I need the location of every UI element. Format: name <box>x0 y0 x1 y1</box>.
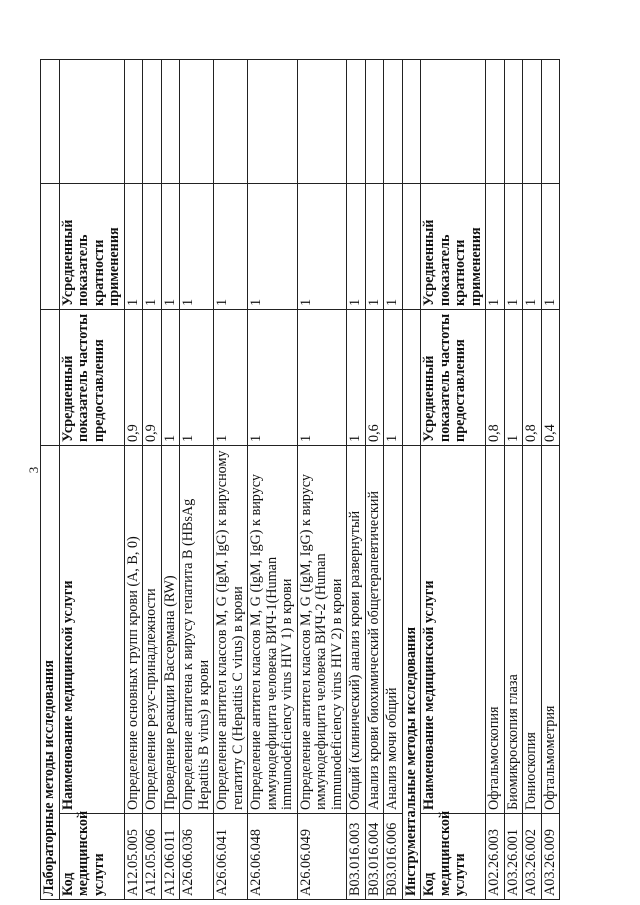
cell-code: B03.016.004 <box>365 814 384 900</box>
cell-multiplicity: 1 <box>143 183 162 309</box>
cell-name: Гониоскопия <box>523 445 542 813</box>
header-multiplicity: Усредненный показатель кратности применения <box>59 183 124 309</box>
cell-frequency: 1 <box>297 309 347 445</box>
cell-frequency: 0,8 <box>523 309 542 445</box>
cell-multiplicity: 1 <box>504 183 523 309</box>
cell-code: B03.016.006 <box>384 814 403 900</box>
cell-name: Определение антигена к вирусу гепатита В (HBsAg Hepatitis В virus) в крови <box>180 445 214 813</box>
cell-multiplicity: 1 <box>180 183 214 309</box>
table-row <box>214 59 248 899</box>
table-row <box>365 59 384 899</box>
cell-code: A26.06.049 <box>297 814 347 900</box>
table-row <box>248 59 298 899</box>
table-row <box>486 59 505 899</box>
cell-frequency: 1 <box>161 309 180 445</box>
cell-code: A26.06.048 <box>248 814 298 900</box>
cell-code: A26.06.041 <box>214 814 248 900</box>
header-code: Код медицинской услуги <box>59 814 124 900</box>
cell-name: Анализ мочи общий <box>384 445 403 813</box>
table-row <box>504 59 523 899</box>
cell-multiplicity: 1 <box>523 183 542 309</box>
cell-frequency: 0,9 <box>143 309 162 445</box>
cell-multiplicity: 1 <box>365 183 384 309</box>
header-multiplicity: Усредненный показатель кратности применения <box>421 183 486 309</box>
cell-name: Определение антител классов M, G (IgM, IgG) к вирусу иммунодефицита человека ВИЧ-1(Human immunodeficiency virus HIV 1) в крови <box>248 445 298 813</box>
cell-code: A03.26.001 <box>504 814 523 900</box>
cell-code: A12.06.011 <box>161 814 180 900</box>
cell-multiplicity: 1 <box>541 183 560 309</box>
services-table <box>40 59 560 900</box>
cell-frequency: 0,8 <box>486 309 505 445</box>
cell-code: A03.26.002 <box>523 814 542 900</box>
cell-name: Общий (клинический) анализ крови развернутый <box>347 445 366 813</box>
cell-frequency: 1 <box>248 309 298 445</box>
cell-multiplicity: 1 <box>161 183 180 309</box>
table-row <box>297 59 347 899</box>
cell-name: Офтальмоскопия <box>486 445 505 813</box>
section-row-lab <box>41 59 60 899</box>
cell-multiplicity: 1 <box>297 183 347 309</box>
cell-code: A26.06.036 <box>180 814 214 900</box>
header-row-instr <box>421 59 486 899</box>
cell-code: B03.016.003 <box>347 814 366 900</box>
cell-name: Определение основных групп крови (А, В, 0) <box>124 445 143 813</box>
cell-frequency: 1 <box>347 309 366 445</box>
cell-frequency: 1 <box>384 309 403 445</box>
cell-multiplicity: 1 <box>248 183 298 309</box>
cell-code: A03.26.009 <box>541 814 560 900</box>
cell-name: Анализ крови биохимический общетерапевтический <box>365 445 384 813</box>
table-row <box>541 59 560 899</box>
header-frequency: Усредненный показатель частоты предоставления <box>421 309 486 445</box>
instr-rows <box>486 59 560 899</box>
table-row <box>161 59 180 899</box>
cell-code: A12.05.005 <box>124 814 143 900</box>
cell-frequency: 0,6 <box>365 309 384 445</box>
cell-multiplicity: 1 <box>384 183 403 309</box>
section-title-instr: Инструментальные методы исследования <box>402 445 421 899</box>
cell-name: Проведение реакции Вассермана (RW) <box>161 445 180 813</box>
cell-frequency: 1 <box>180 309 214 445</box>
cell-name: Определение антител классов M, G (IgM, IgG) к вирусу иммунодефицита человека ВИЧ-2 (Human immunodeficiency virus HIV 2) в крови <box>297 445 347 813</box>
cell-name: Определение резус-принадлежности <box>143 445 162 813</box>
cell-multiplicity: 1 <box>124 183 143 309</box>
table-row <box>523 59 542 899</box>
table-row <box>347 59 366 899</box>
header-frequency: Усредненный показатель частоты предоставления <box>59 309 124 445</box>
cell-name: Определение антител классов M, G (IgM, IgG) к вирусному гепатиту С (Hepatitis С virus) в крови <box>214 445 248 813</box>
cell-name: Биомикроскопия глаза <box>504 445 523 813</box>
cell-frequency: 0,4 <box>541 309 560 445</box>
header-row-lab <box>59 59 124 899</box>
section-row-instr <box>402 59 421 899</box>
table-row <box>180 59 214 899</box>
cell-multiplicity: 1 <box>214 183 248 309</box>
cell-frequency: 1 <box>214 309 248 445</box>
cell-multiplicity: 1 <box>347 183 366 309</box>
table-row <box>143 59 162 899</box>
cell-frequency: 0,9 <box>124 309 143 445</box>
cell-code: A02.26.003 <box>486 814 505 900</box>
cell-code: A12.05.006 <box>143 814 162 900</box>
header-name: Наименование медицинской услуги <box>59 445 124 813</box>
rotated-page <box>26 40 600 900</box>
lab-rows <box>124 59 402 899</box>
cell-frequency: 1 <box>504 309 523 445</box>
cell-name: Офтальмометрия <box>541 445 560 813</box>
page-number: 3 <box>26 466 41 474</box>
table-row <box>384 59 403 899</box>
cell-multiplicity: 1 <box>486 183 505 309</box>
header-code: Код медицинской услуги <box>421 814 486 900</box>
header-name: Наименование медицинской услуги <box>421 445 486 813</box>
section-title-lab: Лабораторные методы исследования <box>41 445 60 899</box>
table-row <box>124 59 143 899</box>
